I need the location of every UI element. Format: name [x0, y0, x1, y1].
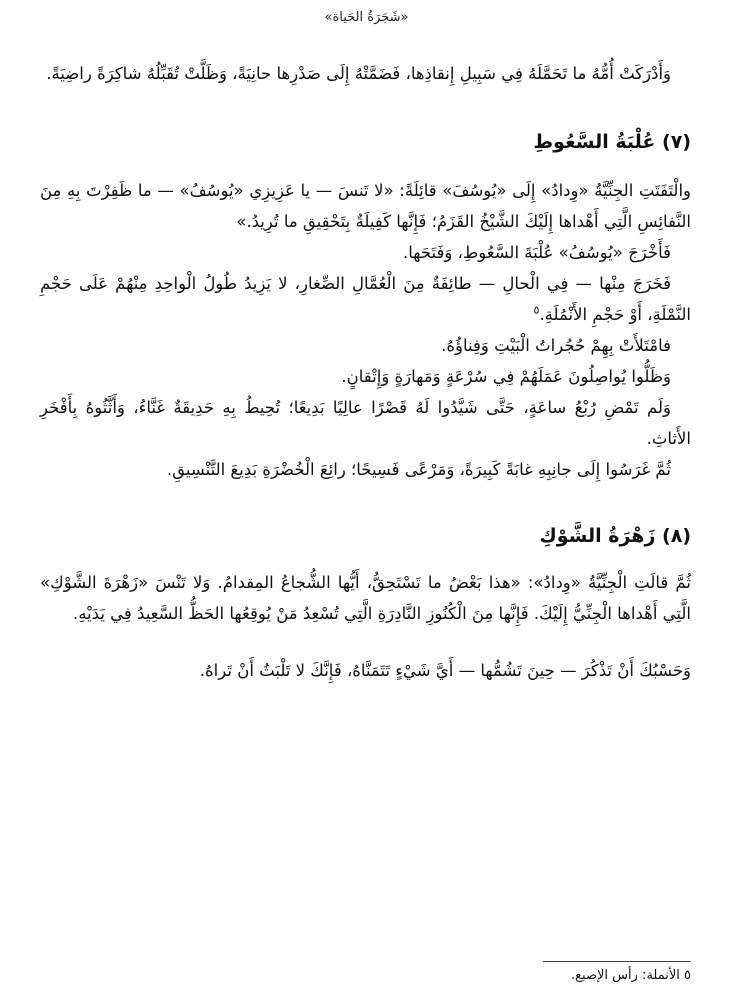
running-title: «شَجَرَةُ الحَياة»	[324, 10, 409, 25]
section7-paragraph-1: والْتَفَتَتِ الجِنِّيَّةُ «وِدادُ» إِلَى «يُوسُفَ» قائِلَةً: «لا تَنسَ — يا عَزِيزِي «يُوسُفُ» — ما ظَفِرْتَ بِهِ مِنَ النَّفائِسِ الَّتِي أَهْداها إِلَيْكَ الشَّيْخُ القَزَمُ؛ فَإِنَّها كَفِيلَةٌ بِتَحْقِيقِ ما تُرِيدُ.»	[40, 181, 691, 231]
section7-paragraph-2: فَأَخْرَجَ «يُوسُفُ» عُلْبَةَ السَّعُوطِ، وَفَتَحَها.	[403, 243, 671, 262]
section7-paragraph-5: وَظَلُّوا يُواصِلُونَ عَمَلَهُمْ فِي سُرْعَةٍ وَمَهارَةٍ وَإِتْقانٍ.	[341, 367, 671, 386]
footnote-divider	[543, 961, 691, 962]
footnote-marker: ٥	[533, 303, 540, 317]
section7-paragraph-3	[40, 268, 691, 330]
section-heading-8: (٨) زَهْرَةُ الشَّوْكِ	[539, 525, 691, 547]
intro-paragraph: وَأَدْرَكَتْ أُمُّهُ ما تَحَمَّلَهُ فِي سَبِيلِ إِنقاذِها، فَضَمَّتْهُ إِلَى صَدْرِها حانِيَةً، وَظَلَّتْ تُقَبِّلُهُ شاكِرَةً راضِيَةً.	[46, 64, 671, 83]
section7-paragraph-4: فامْتَلأَتْ بِهِمْ حُجُراتُ الْبَيْتِ وَفِناؤُهُ.	[441, 336, 671, 355]
section8-paragraph-1: ثُمَّ قالَتِ الْجِنِّيَّةُ «وِدادُ»: «هذا بَعْضُ ما تَسْتَحِقُّ، أَيُّها الشُّجاعُ المِقدامُ. وَلا تَنْسَ «زَهْرَةَ الشَّوْكِ» الَّتِي أَهْداها الْجِنِّيُّ إِلَيْكَ. فَإِنَّها مِنَ الْكُنُوزِ النَّادِرَةِ الَّتِي تُسْعِدُ مَنْ يُوقِعُها الحَظُّ السَّعِيدُ فِي يَدَيْهِ.	[40, 573, 691, 623]
section7-paragraph-6: وَلَم تَمْضِ رُبْعُ ساعَةٍ، حَتَّى شَيَّدُوا لَهُ قَصْرًا عالِيًا بَدِيعًا؛ تُحِيطُ بِهِ حَدِيقَةٌ غَنَّاءُ، وَأَثَّثُوهُ بِأَفْخَرِ الأَثاثِ.	[40, 398, 691, 448]
section8-paragraph-2: وَحَسْبُكَ أَنْ تَذْكُرَ — حِينَ تَشُمُّها — أَيَّ شَيْءٍ تَتَمَنَّاهُ، فَإِنَّكَ لا تَلْبَثُ أَنْ تَراهُ.	[199, 661, 691, 680]
section7-paragraph-3-text: فَخَرَجَ مِنْها — فِي الْحالِ — طائِفَةٌ مِنَ الْعُمَّالِ الصِّغارِ، لا يَزِيدُ طُولُ الْواحِدِ مِنْهُمْ عَلَى حَجْمِ النَّمْلَةِ، أَوْ حَجْمِ الأَنْمُلَةِ.	[40, 274, 691, 324]
body-text	[40, 58, 691, 686]
section7-paragraph-7: ثُمَّ غَرَسُوا إِلَى جانِبِهِ غابَةً كَبِيرَةً، وَمَرْعًى فَسِيحًا؛ رائِعَ الْخُضْرَةِ بَدِيعَ التَّنْسِيقِ.	[166, 460, 671, 479]
paragraph-gap	[40, 629, 691, 655]
footnote: ٥ الأنملة: رأس الإصبع.	[571, 968, 691, 983]
section-heading-7: (٧) عُلْبَةُ السَّعُوطِ	[533, 131, 691, 153]
